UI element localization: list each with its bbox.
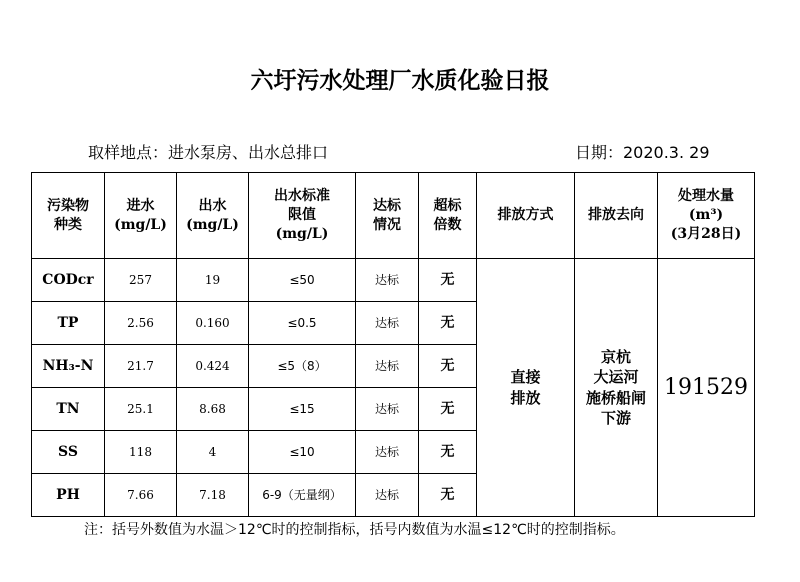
header-direction: 排放去向 — [575, 173, 658, 259]
header-outlet: 出水 (mg/L) — [177, 173, 249, 259]
inlet-cell: 257 — [105, 259, 177, 302]
header-limit: 出水标准 限值 (mg/L) — [249, 173, 356, 259]
water-quality-table — [31, 172, 755, 517]
treated-volume-cell: 191529 — [658, 259, 755, 517]
limit-cell: ≤50 — [249, 259, 356, 302]
inlet-cell: 21.7 — [105, 345, 177, 388]
exceed-cell: 无 — [419, 388, 477, 431]
outlet-cell: 0.424 — [177, 345, 249, 388]
exceed-cell: 无 — [419, 345, 477, 388]
outlet-cell: 7.18 — [177, 474, 249, 517]
exceed-cell: 无 — [419, 302, 477, 345]
exceed-cell: 无 — [419, 474, 477, 517]
species-cell: TP — [32, 302, 105, 345]
header-volume: 处理水量 (m³) (3月28日) — [658, 173, 755, 259]
report-title: 六圩污水处理厂水质化验日报 — [250, 68, 550, 94]
limit-cell: ≤10 — [249, 431, 356, 474]
inlet-cell: 118 — [105, 431, 177, 474]
header-inlet: 进水 (mg/L) — [105, 173, 177, 259]
status-cell: 达标 — [356, 345, 419, 388]
header-status: 达标 情况 — [356, 173, 419, 259]
discharge-method-cell: 直接 排放 — [477, 259, 575, 517]
outlet-cell: 8.68 — [177, 388, 249, 431]
species-cell: TN — [32, 388, 105, 431]
outlet-cell: 19 — [177, 259, 249, 302]
limit-cell: 6-9（无量纲） — [249, 474, 356, 517]
status-cell: 达标 — [356, 431, 419, 474]
header-exceed: 超标 倍数 — [419, 173, 477, 259]
species-cell: CODcr — [32, 259, 105, 302]
outlet-cell: 4 — [177, 431, 249, 474]
exceed-cell: 无 — [419, 259, 477, 302]
outlet-cell: 0.160 — [177, 302, 249, 345]
inlet-cell: 2.56 — [105, 302, 177, 345]
species-cell: NH₃-N — [32, 345, 105, 388]
status-cell: 达标 — [356, 302, 419, 345]
species-cell: PH — [32, 474, 105, 517]
species-cell: SS — [32, 431, 105, 474]
limit-cell: ≤5（8） — [249, 345, 356, 388]
status-cell: 达标 — [356, 474, 419, 517]
table-row — [32, 259, 755, 302]
header-species: 污染物 种类 — [32, 173, 105, 259]
limit-cell: ≤0.5 — [249, 302, 356, 345]
limit-cell: ≤15 — [249, 388, 356, 431]
exceed-cell: 无 — [419, 431, 477, 474]
status-cell: 达标 — [356, 259, 419, 302]
inlet-cell: 25.1 — [105, 388, 177, 431]
report-date: 日期：2020.3. 29 — [575, 143, 710, 162]
inlet-cell: 7.66 — [105, 474, 177, 517]
status-cell: 达标 — [356, 388, 419, 431]
table-header-row — [32, 173, 755, 259]
footnote: 注：括号外数值为水温＞12℃时的控制指标，括号内数值为水温≤12℃时的控制指标。 — [84, 522, 625, 538]
discharge-direction-cell: 京杭 大运河 施桥船闸 下游 — [575, 259, 658, 517]
header-method: 排放方式 — [477, 173, 575, 259]
sampling-location: 取样地点：进水泵房、出水总排口 — [88, 143, 329, 162]
